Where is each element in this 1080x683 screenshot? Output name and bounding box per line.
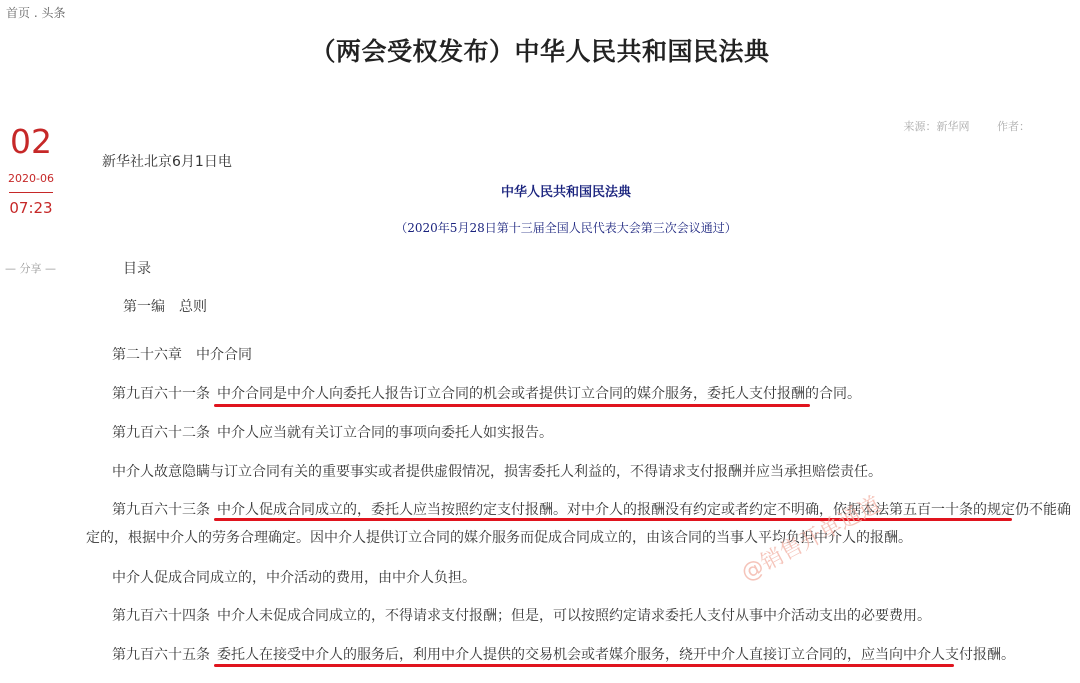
publish-day: 02 — [10, 122, 52, 161]
article-964-text: 中介人未促成合同成立的，不得请求支付报酬；但是，可以按照约定请求委托人支付从事中介活动支出的必要费用。 — [217, 608, 931, 624]
law-title: 中华人民共和国民法典 — [500, 185, 631, 200]
author-label: 作者： — [997, 120, 1030, 133]
breadcrumb-section-link[interactable]: 头条 — [41, 6, 66, 20]
watermark: @销售开单通道 — [737, 492, 886, 587]
breadcrumb-home-link[interactable]: 首页 — [6, 6, 31, 20]
highlight-underline — [214, 404, 810, 407]
publish-year-month: 2020-06 — [8, 172, 54, 185]
part-heading: 第一编 总则 — [123, 299, 207, 315]
highlight-underline — [214, 664, 954, 667]
breadcrumb — [6, 4, 65, 21]
article-963-text-line-2: 定的，根据中介人的劳务合理确定。因中介人提供订立合同的媒介服务而促成合同成立的，由该合同的当事人平均负担中介人的报酬。 — [86, 530, 912, 546]
toc-heading: 目录 — [123, 261, 151, 277]
chapter-heading: 第二十六章 中介合同 — [112, 347, 252, 363]
article-meta — [880, 118, 1031, 134]
dateline: 新华社北京6月1日电 — [102, 154, 232, 170]
breadcrumb-separator: . — [30, 6, 42, 20]
article-963-paragraph-2: 中介人促成合同成立的，中介活动的费用，由中介人负担。 — [112, 570, 476, 586]
article-965-text: 委托人在接受中介人的服务后，利用中介人提供的交易机会或者媒介服务，绕开中介人直接订立合同的，应当向中介人支付报酬。 — [217, 647, 1015, 663]
article-962-paragraph-2: 中介人故意隐瞒与订立合同有关的重要事实或者提供虚假情况，损害委托人利益的，不得请求支付报酬并应当承担赔偿责任。 — [112, 464, 882, 480]
share-label: 分享 — [19, 262, 42, 275]
source-label: 来源：新华网 — [903, 120, 970, 133]
article-962-number: 第九百六十二条 — [112, 425, 210, 441]
article-965-number: 第九百六十五条 — [112, 647, 210, 663]
article-963-number: 第九百六十三条 — [112, 502, 210, 518]
page-title: （两会受权发布）中华人民共和国民法典 — [310, 37, 770, 66]
highlight-underline — [214, 518, 1012, 521]
publish-date — [0, 122, 62, 217]
article-963-text-line-1: 中介人促成合同成立的，委托人应当按照约定支付报酬。对中介人的报酬没有约定或者约定不明确，依据本法第五百一十条的规定仍不能确 — [217, 502, 1071, 518]
article-964-number: 第九百六十四条 — [112, 608, 210, 624]
article-961-text: 中介合同是中介人向委托人报告订立合同的机会或者提供订立合同的媒介服务，委托人支付报酬的合同。 — [217, 386, 861, 402]
share-button[interactable]: — 分享 — — [5, 262, 56, 275]
article-961-number: 第九百六十一条 — [112, 386, 210, 402]
publish-time: 07:23 — [9, 199, 53, 217]
law-subtitle: （2020年5月28日第十三届全国人民代表大会第三次会议通过） — [395, 221, 737, 235]
article-962-text: 中介人应当就有关订立合同的事项向委托人如实报告。 — [217, 425, 553, 441]
